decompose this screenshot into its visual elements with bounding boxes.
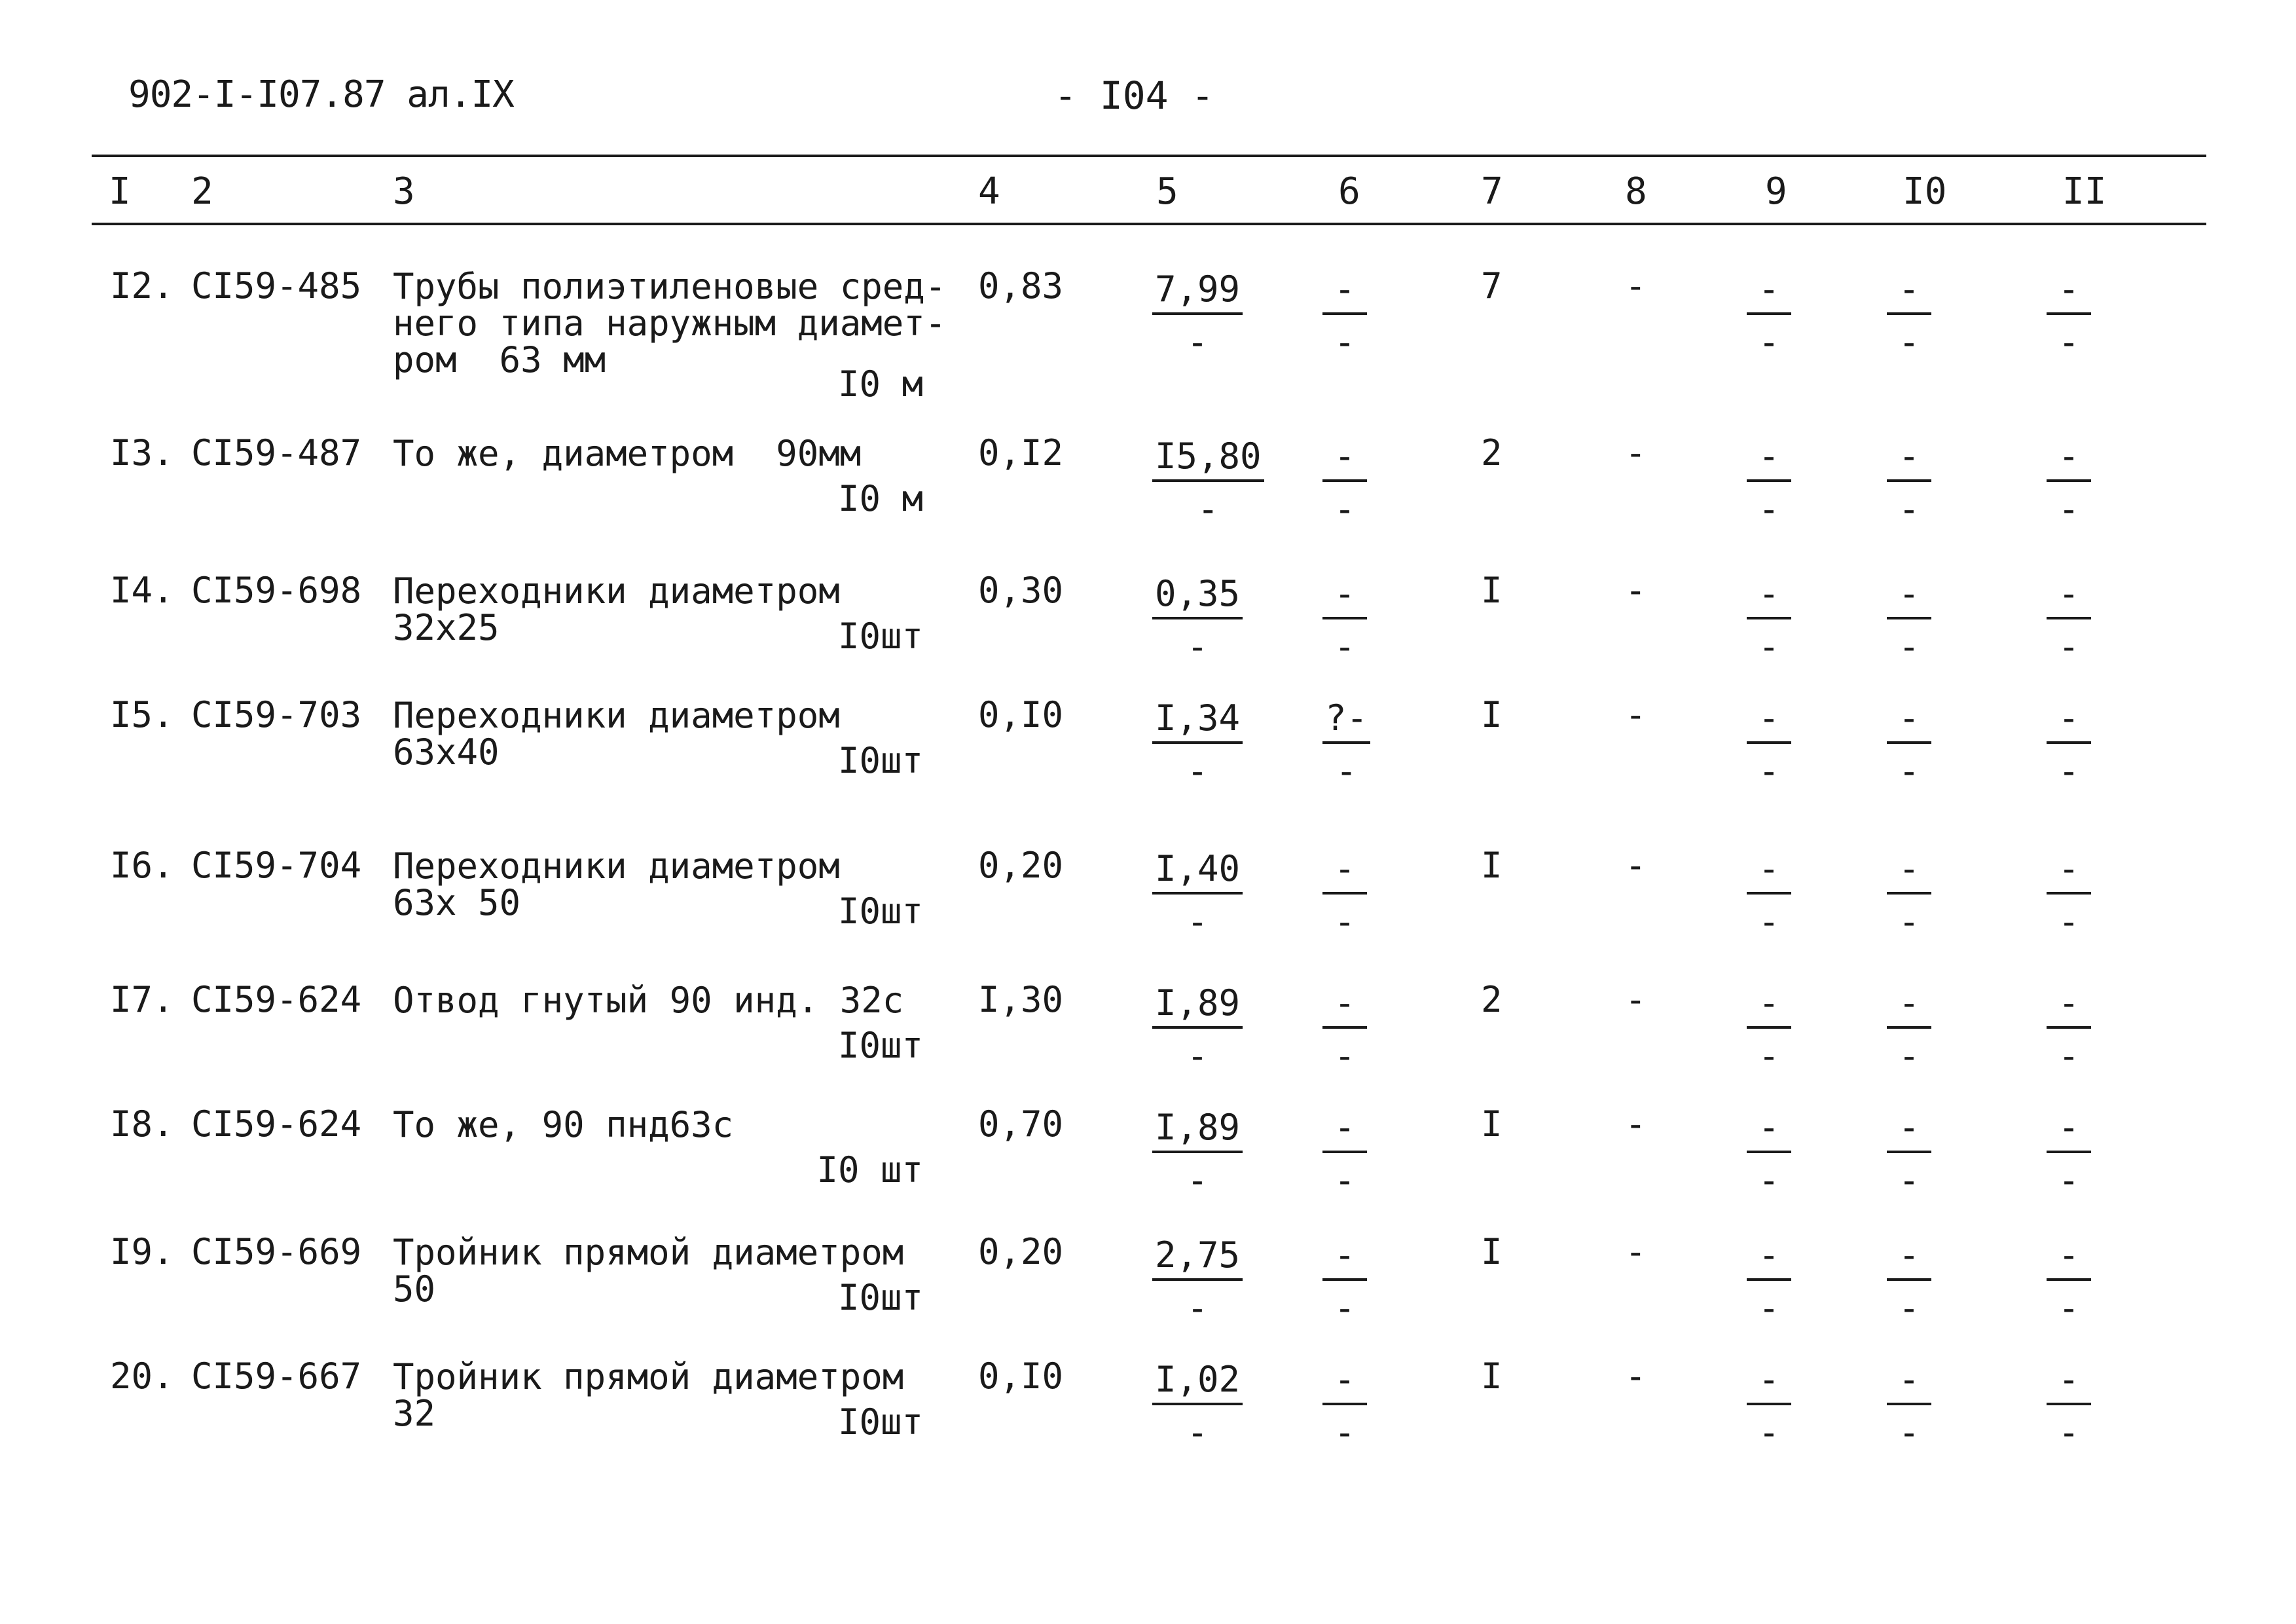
item-code: CI59-485 [191, 265, 362, 306]
column-11-fraction-denominator: - [2058, 626, 2080, 667]
table-row [0, 265, 2296, 405]
column-9-fraction-denominator: - [1758, 489, 1780, 530]
column-11-fraction-numerator: - [2047, 573, 2091, 619]
column-8-value: - [1625, 845, 1647, 886]
column-11-fraction-denominator: - [2058, 1287, 2080, 1329]
column-header-7: 7 [1481, 170, 1503, 213]
column-6-fraction-denominator: - [1336, 750, 1357, 792]
column-9-fraction-numerator: - [1747, 573, 1791, 619]
column-11-fraction-denominator: - [2058, 322, 2080, 363]
column-5-fraction-numerator: I,40 [1152, 848, 1243, 895]
item-description: То же, 90 пнд63с [393, 1104, 734, 1145]
column-5-fraction-numerator: I,02 [1152, 1359, 1243, 1405]
column-6-fraction-denominator: - [1334, 901, 1356, 942]
row-number: I6. [110, 845, 174, 886]
column-6-fraction-denominator: - [1334, 1160, 1356, 1201]
column-4-value: 0,I2 [978, 432, 1064, 473]
column-6-fraction [1322, 697, 1370, 792]
column-9-fraction [1747, 982, 1791, 1077]
column-6-fraction-denominator: - [1334, 626, 1356, 667]
column-5-fraction-denominator: - [1186, 750, 1209, 792]
item-unit: I0 м [837, 478, 923, 519]
column-11-fraction [2047, 1107, 2091, 1201]
item-description: Переходники диаметром 32x25 [393, 570, 840, 648]
column-11-fraction-denominator: - [2058, 1412, 2080, 1453]
column-9-fraction-numerator: - [1747, 697, 1791, 744]
column-header-6: 6 [1338, 170, 1360, 213]
column-9-fraction [1747, 697, 1791, 792]
column-10-fraction-numerator: - [1887, 848, 1931, 895]
column-10-fraction-numerator: - [1887, 1234, 1931, 1281]
column-6-fraction-numerator: - [1322, 573, 1367, 619]
column-8-value: - [1625, 694, 1647, 735]
column-11-fraction-denominator: - [2058, 1160, 2080, 1201]
column-10-fraction-numerator: - [1887, 573, 1931, 619]
column-5-fraction [1152, 697, 1243, 792]
column-5-fraction-denominator: - [1186, 626, 1209, 667]
column-10-fraction-denominator: - [1898, 626, 1920, 667]
column-11-fraction [2047, 573, 2091, 667]
column-9-fraction-denominator: - [1758, 1035, 1780, 1077]
column-9-fraction [1747, 1234, 1791, 1329]
row-number: I9. [110, 1231, 174, 1272]
column-10-fraction [1887, 1107, 1931, 1201]
item-unit: I0шт [837, 1277, 923, 1318]
row-number: I7. [110, 979, 174, 1020]
column-10-fraction-denominator: - [1898, 1035, 1920, 1077]
column-9-fraction-denominator: - [1758, 1412, 1780, 1453]
item-code: CI59-624 [191, 979, 362, 1020]
column-6-fraction-numerator: - [1322, 435, 1367, 482]
column-6-fraction [1322, 573, 1367, 667]
column-11-fraction [2047, 697, 2091, 792]
table-row [0, 694, 2296, 828]
column-9-fraction-denominator: - [1758, 901, 1780, 942]
column-4-value: 0,83 [978, 265, 1064, 306]
column-11-fraction-numerator: - [2047, 1359, 2091, 1405]
item-unit: I0шт [837, 1025, 923, 1066]
column-9-fraction-denominator: - [1758, 1160, 1780, 1201]
column-header-1: I [109, 170, 131, 213]
row-number: I8. [110, 1103, 174, 1145]
column-9-fraction [1747, 1107, 1791, 1201]
item-code: CI59-703 [191, 694, 362, 735]
item-description: Тройник прямой диаметром 50 [393, 1232, 904, 1310]
column-11-fraction-numerator: - [2047, 1107, 2091, 1153]
item-description: Переходники диаметром 63x 50 [393, 845, 840, 923]
column-9-fraction [1747, 435, 1791, 530]
table-row [0, 1356, 2296, 1490]
page-number: - I04 - [1054, 73, 1214, 118]
header-bottom-rule [92, 223, 2206, 225]
item-code: CI59-704 [191, 845, 362, 886]
column-10-fraction-denominator: - [1898, 1160, 1920, 1201]
column-5-fraction [1152, 268, 1243, 363]
column-6-fraction [1322, 1107, 1367, 1201]
column-10-fraction-numerator: - [1887, 1107, 1931, 1153]
row-number: 20. [110, 1356, 174, 1397]
column-6-fraction [1322, 1234, 1367, 1329]
column-4-value: 0,I0 [978, 1356, 1064, 1397]
item-code: CI59-669 [191, 1231, 362, 1272]
column-10-fraction [1887, 982, 1931, 1077]
column-11-fraction [2047, 848, 2091, 942]
column-6-fraction-denominator: - [1334, 1287, 1356, 1329]
column-11-fraction [2047, 435, 2091, 530]
column-header-5: 5 [1156, 170, 1178, 213]
column-11-fraction-numerator: - [2047, 435, 2091, 482]
document-code: 902-I-I07.87 ал.IX [128, 73, 514, 116]
column-10-fraction [1887, 697, 1931, 792]
column-4-value: 0,I0 [978, 694, 1064, 735]
row-number: I3. [110, 432, 174, 473]
column-10-fraction [1887, 268, 1931, 363]
column-4-value: 0,30 [978, 570, 1064, 611]
column-8-value: - [1625, 1356, 1647, 1397]
row-number: I5. [110, 694, 174, 735]
column-6-fraction-denominator: - [1334, 489, 1356, 530]
column-9-fraction [1747, 268, 1791, 363]
column-10-fraction-denominator: - [1898, 322, 1920, 363]
column-6-fraction-numerator: - [1322, 848, 1367, 895]
item-description: Трубы полиэтиленовые сред- него типа наружным диамет- ром 63 мм [393, 266, 947, 380]
column-6-fraction-numerator: - [1322, 982, 1367, 1029]
column-6-fraction-numerator: - [1322, 1234, 1367, 1281]
column-header-3: 3 [393, 170, 415, 213]
column-6-fraction-denominator: - [1334, 1035, 1356, 1077]
column-5-fraction [1152, 1107, 1243, 1201]
column-8-value: - [1625, 432, 1647, 473]
item-unit: I0 м [837, 363, 923, 405]
column-11-fraction-numerator: - [2047, 268, 2091, 315]
item-unit: I0 шт [816, 1149, 923, 1190]
column-header-11: II [2062, 170, 2107, 213]
column-10-fraction-numerator: - [1887, 982, 1931, 1029]
column-8-value: - [1625, 979, 1647, 1020]
column-6-fraction-numerator: - [1322, 1107, 1367, 1153]
table-row [0, 1103, 2296, 1238]
table-row [0, 845, 2296, 979]
column-5-fraction-denominator: - [1186, 901, 1209, 942]
table-row [0, 432, 2296, 566]
column-5-fraction-numerator: 0,35 [1152, 573, 1243, 619]
row-number: I4. [110, 570, 174, 611]
column-9-fraction-numerator: - [1747, 1107, 1791, 1153]
column-10-fraction-numerator: - [1887, 1359, 1931, 1405]
column-7-value: I [1481, 570, 1503, 611]
column-10-fraction-numerator: - [1887, 697, 1931, 744]
column-10-fraction-denominator: - [1898, 901, 1920, 942]
column-header-4: 4 [978, 170, 1000, 213]
column-10-fraction [1887, 573, 1931, 667]
column-11-fraction [2047, 982, 2091, 1077]
column-6-fraction [1322, 982, 1367, 1077]
column-10-fraction [1887, 1359, 1931, 1453]
column-10-fraction [1887, 1234, 1931, 1329]
column-11-fraction-denominator: - [2058, 1035, 2080, 1077]
column-5-fraction-denominator: - [1186, 1412, 1209, 1453]
column-9-fraction-numerator: - [1747, 1234, 1791, 1281]
column-11-fraction-denominator: - [2058, 750, 2080, 792]
column-7-value: 2 [1481, 979, 1503, 1020]
column-5-fraction-numerator: I,89 [1152, 982, 1243, 1029]
column-11-fraction-denominator: - [2058, 489, 2080, 530]
column-10-fraction-denominator: - [1898, 750, 1920, 792]
column-5-fraction-denominator: - [1186, 1160, 1209, 1201]
item-description: То же, диаметром 90мм [393, 433, 862, 474]
column-8-value: - [1625, 1231, 1647, 1272]
item-unit: I0шт [837, 1401, 923, 1443]
column-11-fraction-numerator: - [2047, 1234, 2091, 1281]
column-6-fraction-numerator: ?- [1322, 697, 1370, 744]
column-10-fraction-denominator: - [1898, 489, 1920, 530]
column-9-fraction [1747, 1359, 1791, 1453]
column-5-fraction-numerator: I5,80 [1152, 435, 1264, 482]
column-header-10: I0 [1903, 170, 1947, 213]
column-10-fraction-numerator: - [1887, 268, 1931, 315]
column-9-fraction-denominator: - [1758, 1287, 1780, 1329]
table-row [0, 1231, 2296, 1365]
column-6-fraction [1322, 435, 1367, 530]
column-10-fraction-denominator: - [1898, 1412, 1920, 1453]
column-9-fraction-numerator: - [1747, 268, 1791, 315]
item-description: Отвод гнутый 90 инд. 32c [393, 980, 904, 1021]
column-9-fraction-numerator: - [1747, 982, 1791, 1029]
item-code: CI59-667 [191, 1356, 362, 1397]
column-11-fraction-numerator: - [2047, 697, 2091, 744]
column-7-value: I [1481, 845, 1503, 886]
column-5-fraction [1152, 848, 1243, 942]
column-9-fraction-numerator: - [1747, 848, 1791, 895]
table-row [0, 570, 2296, 704]
column-7-value: 2 [1481, 432, 1503, 473]
column-6-fraction [1322, 268, 1367, 363]
column-5-fraction-numerator: 7,99 [1152, 268, 1243, 315]
item-description: Переходники диаметром 63x40 [393, 695, 840, 773]
column-5-fraction [1152, 573, 1243, 667]
column-4-value: 0,20 [978, 1231, 1064, 1272]
column-10-fraction [1887, 848, 1931, 942]
column-7-value: I [1481, 1103, 1503, 1145]
column-11-fraction-denominator: - [2058, 901, 2080, 942]
column-9-fraction-denominator: - [1758, 750, 1780, 792]
column-9-fraction-numerator: - [1747, 435, 1791, 482]
item-code: CI59-698 [191, 570, 362, 611]
column-11-fraction-numerator: - [2047, 848, 2091, 895]
column-9-fraction [1747, 848, 1791, 942]
column-6-fraction-denominator: - [1334, 322, 1356, 363]
column-6-fraction [1322, 1359, 1367, 1453]
column-header-8: 8 [1625, 170, 1647, 213]
column-7-value: I [1481, 1356, 1503, 1397]
item-unit: I0шт [837, 891, 923, 932]
column-6-fraction-numerator: - [1322, 268, 1367, 315]
column-11-fraction [2047, 1234, 2091, 1329]
column-8-value: - [1625, 265, 1647, 306]
item-unit: I0шт [837, 740, 923, 781]
column-header-2: 2 [191, 170, 213, 213]
column-5-fraction [1152, 435, 1264, 530]
column-8-value: - [1625, 570, 1647, 611]
column-9-fraction-denominator: - [1758, 322, 1780, 363]
column-10-fraction-denominator: - [1898, 1287, 1920, 1329]
column-9-fraction [1747, 573, 1791, 667]
column-8-value: - [1625, 1103, 1647, 1145]
column-5-fraction-numerator: 2,75 [1152, 1234, 1243, 1281]
column-9-fraction-denominator: - [1758, 626, 1780, 667]
column-9-fraction-numerator: - [1747, 1359, 1791, 1405]
column-5-fraction-denominator: - [1197, 489, 1219, 530]
column-5-fraction [1152, 1234, 1243, 1329]
column-5-fraction [1152, 1359, 1243, 1453]
column-6-fraction [1322, 848, 1367, 942]
column-5-fraction-numerator: I,89 [1152, 1107, 1243, 1153]
column-10-fraction [1887, 435, 1931, 530]
table-top-rule [92, 155, 2206, 157]
column-11-fraction [2047, 1359, 2091, 1453]
column-5-fraction-numerator: I,34 [1152, 697, 1243, 744]
item-unit: I0шт [837, 616, 923, 657]
column-4-value: 0,70 [978, 1103, 1064, 1145]
item-code: CI59-487 [191, 432, 362, 473]
column-header-9: 9 [1765, 170, 1787, 213]
item-description: Тройник прямой диаметром 32 [393, 1356, 904, 1434]
table-row [0, 979, 2296, 1113]
column-7-value: I [1481, 1231, 1503, 1272]
column-6-fraction-denominator: - [1334, 1412, 1356, 1453]
column-7-value: 7 [1481, 265, 1503, 306]
column-4-value: 0,20 [978, 845, 1064, 886]
column-11-fraction [2047, 268, 2091, 363]
column-6-fraction-numerator: - [1322, 1359, 1367, 1405]
column-11-fraction-numerator: - [2047, 982, 2091, 1029]
column-5-fraction-denominator: - [1186, 1035, 1209, 1077]
column-4-value: I,30 [978, 979, 1064, 1020]
row-number: I2. [110, 265, 174, 306]
column-7-value: I [1481, 694, 1503, 735]
column-5-fraction [1152, 982, 1243, 1077]
column-5-fraction-denominator: - [1186, 322, 1209, 363]
item-code: CI59-624 [191, 1103, 362, 1145]
column-5-fraction-denominator: - [1186, 1287, 1209, 1329]
column-10-fraction-numerator: - [1887, 435, 1931, 482]
